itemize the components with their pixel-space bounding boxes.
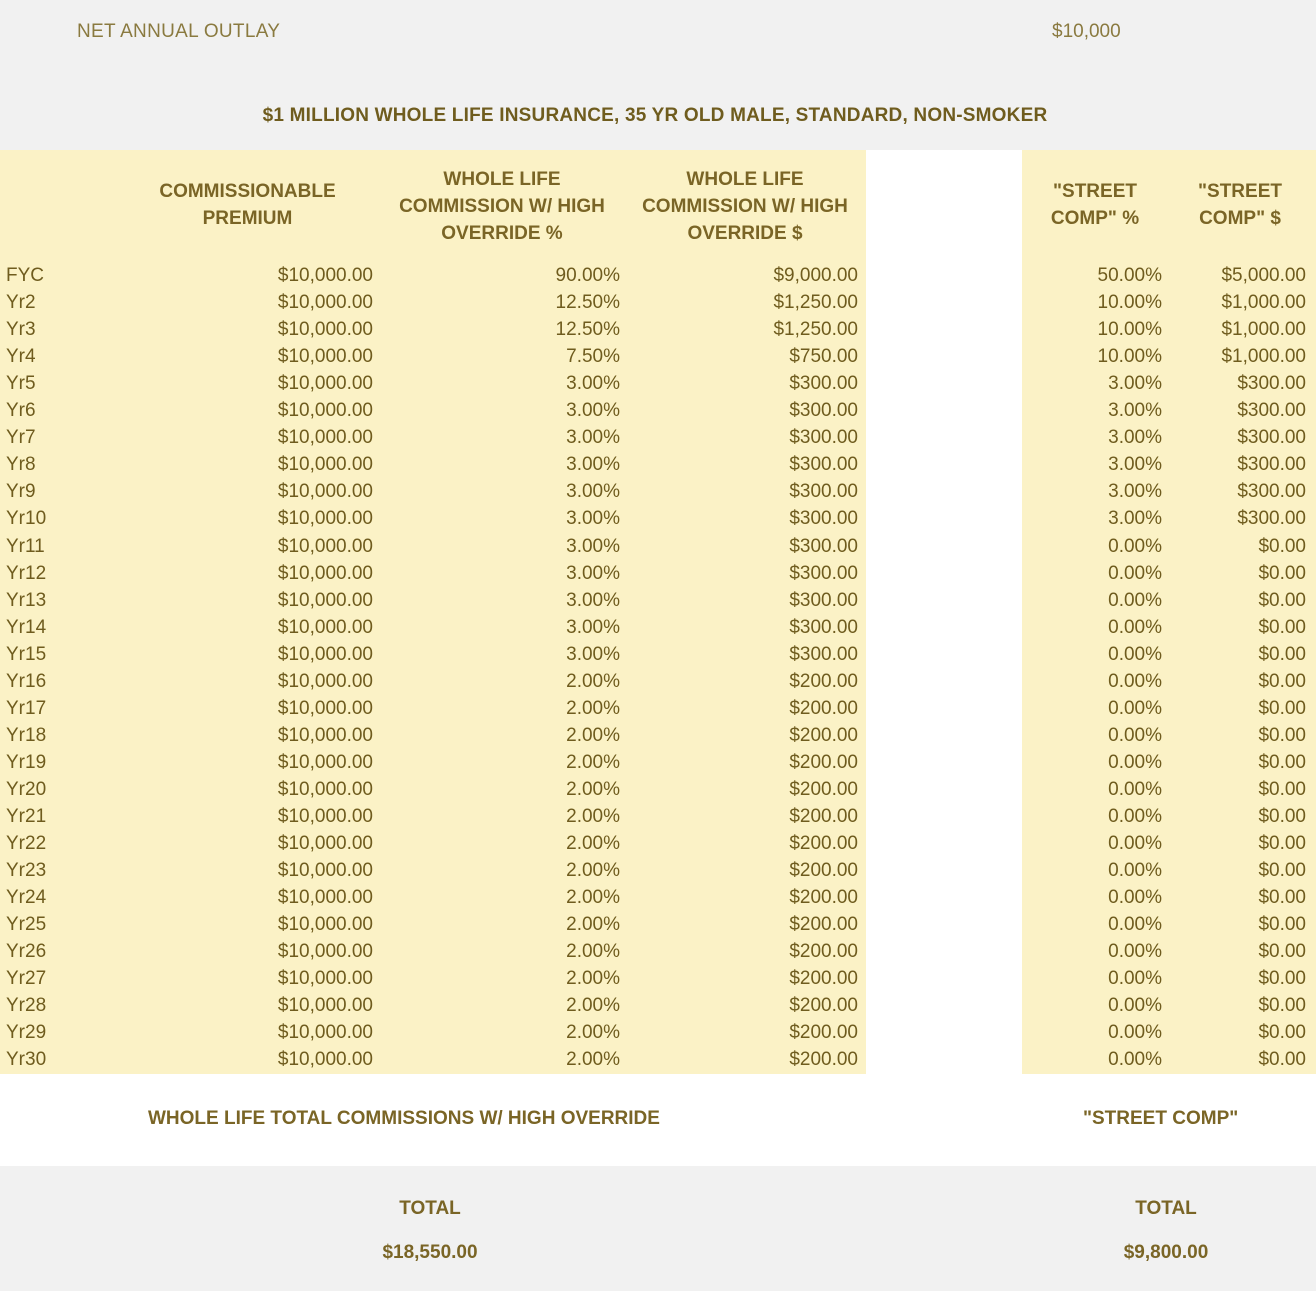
street-comp-amount-cell: $1,000.00	[1221, 292, 1306, 314]
street-comp-amount-cell: $0.00	[1258, 1049, 1306, 1071]
street-comp-pct-cell: 0.00%	[1108, 941, 1162, 963]
wl-commission-pct-cell: 3.00%	[566, 481, 620, 503]
whole-life-total-label: WHOLE LIFE TOTAL COMMISSIONS W/ HIGH OVERRIDE	[148, 1108, 660, 1129]
commissionable-premium-cell: $10,000.00	[277, 508, 373, 530]
street-comp-amount-cell: $0.00	[1258, 670, 1306, 692]
wl-commission-pct-cell: 3.00%	[566, 643, 620, 665]
street-comp-amount-cell: $1,000.00	[1221, 319, 1306, 341]
street-comp-pct-cell: 0.00%	[1108, 643, 1162, 665]
row-label: Yr18	[6, 724, 47, 746]
wl-commission-amount-cell: $300.00	[789, 643, 858, 665]
street-comp-pct-cell: 0.00%	[1108, 1022, 1162, 1044]
street-comp-amount-cell: $300.00	[1237, 373, 1306, 395]
row-label: Yr26	[6, 941, 47, 963]
wl-commission-amount-cell: $200.00	[789, 778, 858, 800]
wl-commission-amount-cell: $200.00	[789, 995, 858, 1017]
wl-commission-pct-cell: 2.00%	[566, 860, 620, 882]
wl-commission-pct-cell: 3.00%	[566, 562, 620, 584]
wl-commission-amount-cell: $200.00	[789, 751, 858, 773]
wl-commission-amount-cell: $200.00	[789, 887, 858, 909]
wl-commission-pct-cell: 2.00%	[566, 697, 620, 719]
row-label: Yr3	[6, 319, 36, 341]
street-comp-pct-cell: 0.00%	[1108, 914, 1162, 936]
commissionable-premium-cell: $10,000.00	[277, 265, 373, 286]
wl-commission-amount-cell: $300.00	[789, 454, 858, 476]
street-comp-amount-cell: $0.00	[1258, 535, 1306, 557]
wl-commission-pct-cell: 3.00%	[566, 400, 620, 422]
wl-commission-amount-cell: $300.00	[789, 427, 858, 449]
header-street-comp-pct	[1030, 178, 1160, 232]
row-label: Yr17	[6, 697, 47, 719]
street-comp-amount-cell: $0.00	[1258, 941, 1306, 963]
street-comp-pct-cell: 3.00%	[1108, 454, 1162, 476]
street-comp-pct-cell: 0.00%	[1108, 995, 1162, 1017]
header-line: "STREET	[1198, 181, 1282, 202]
commissionable-premium-cell: $10,000.00	[277, 887, 373, 909]
street-comp-amount-cell: $300.00	[1237, 427, 1306, 449]
row-label: Yr7	[6, 427, 36, 449]
street-comp-amount-cell: $0.00	[1258, 589, 1306, 611]
commissionable-premium-cell: $10,000.00	[277, 535, 373, 557]
commissionable-premium-cell: $10,000.00	[277, 643, 373, 665]
wl-commission-amount-cell: $300.00	[789, 400, 858, 422]
commissionable-premium-cell: $10,000.00	[277, 616, 373, 638]
wl-commission-pct-cell: 2.00%	[566, 1049, 620, 1071]
row-label: Yr21	[6, 806, 47, 827]
street-comp-pct-cell: 0.00%	[1108, 887, 1162, 909]
commissionable-premium-cell: $10,000.00	[277, 1049, 373, 1071]
wl-commission-amount-cell: $200.00	[789, 860, 858, 882]
wl-commission-pct-cell: 2.00%	[566, 941, 620, 963]
street-comp-pct-cell: 0.00%	[1108, 616, 1162, 638]
row-label: FYC	[6, 265, 44, 286]
wl-commission-amount-cell: $300.00	[789, 616, 858, 638]
street-comp-total-label: "STREET COMP"	[1083, 1108, 1239, 1129]
wl-commission-amount-cell: $300.00	[789, 535, 858, 557]
street-comp-amount-cell: $1,000.00	[1221, 346, 1306, 368]
row-label: Yr16	[6, 670, 47, 692]
commissionable-premium-cell: $10,000.00	[277, 751, 373, 773]
wl-commission-amount-cell: $300.00	[789, 373, 858, 395]
wl-commission-pct-cell: 2.00%	[566, 1022, 620, 1044]
wl-commission-amount-cell: $200.00	[789, 968, 858, 990]
street-comp-amount-cell: $0.00	[1258, 643, 1306, 665]
header-street-comp-amount	[1175, 178, 1305, 232]
commissionable-premium-cell: $10,000.00	[277, 346, 373, 368]
row-label: Yr9	[6, 481, 36, 503]
commissionable-premium-cell: $10,000.00	[277, 860, 373, 882]
wl-commission-amount-cell: $200.00	[789, 941, 858, 963]
row-label: Yr29	[6, 1022, 47, 1044]
street-comp-pct-cell: 0.00%	[1108, 968, 1162, 990]
wl-commission-amount-cell: $1,250.00	[773, 319, 858, 341]
street-comp-amount-cell: $0.00	[1258, 616, 1306, 638]
row-label: Yr8	[6, 454, 36, 476]
commissionable-premium-cell: $10,000.00	[277, 589, 373, 611]
wl-commission-pct-cell: 3.00%	[566, 616, 620, 638]
row-label: Yr24	[6, 887, 47, 909]
street-comp-pct-cell: 0.00%	[1108, 833, 1162, 855]
commissionable-premium-cell: $10,000.00	[277, 400, 373, 422]
commissionable-premium-cell: $10,000.00	[277, 1022, 373, 1044]
wl-commission-pct-cell: 2.00%	[566, 968, 620, 990]
commissionable-premium-cell: $10,000.00	[277, 454, 373, 476]
street-comp-pct-cell: 0.00%	[1108, 806, 1162, 827]
row-label: Yr23	[6, 860, 47, 882]
row-label: Yr19	[6, 751, 47, 773]
wl-commission-amount-cell: $200.00	[789, 1049, 858, 1071]
net-annual-outlay-label: NET ANNUAL OUTLAY	[77, 21, 281, 42]
street-comp-pct-cell: 0.00%	[1108, 697, 1162, 719]
wl-commission-pct-cell: 3.00%	[566, 508, 620, 530]
street-comp-pct-cell: 10.00%	[1097, 346, 1162, 368]
street-comp-pct-cell: 3.00%	[1108, 400, 1162, 422]
header-line: PREMIUM	[202, 208, 293, 229]
commissionable-premium-cell: $10,000.00	[277, 806, 373, 827]
wl-commission-amount-cell: $200.00	[789, 697, 858, 719]
street-comp-pct-cell: 0.00%	[1108, 670, 1162, 692]
commissionable-premium-cell: $10,000.00	[277, 427, 373, 449]
row-label: Yr25	[6, 914, 47, 936]
header-line: COMMISSION W/ HIGH	[642, 196, 848, 217]
street-comp-amount-cell: $0.00	[1258, 1022, 1306, 1044]
street-comp-amount-cell: $5,000.00	[1221, 265, 1306, 286]
wl-commission-pct-cell: 2.00%	[566, 751, 620, 773]
street-comp-pct-cell: 0.00%	[1108, 589, 1162, 611]
street-comp-pct-cell: 10.00%	[1097, 292, 1162, 314]
wl-commission-amount-cell: $300.00	[789, 508, 858, 530]
wl-commission-pct-cell: 12.50%	[555, 319, 620, 341]
row-label: Yr20	[6, 778, 47, 800]
street-comp-amount-cell: $0.00	[1258, 562, 1306, 584]
street-comp-pct-cell: 3.00%	[1108, 481, 1162, 503]
street-comp-amount-cell: $0.00	[1258, 697, 1306, 719]
wl-commission-amount-cell: $200.00	[789, 914, 858, 936]
commissionable-premium-cell: $10,000.00	[277, 778, 373, 800]
row-label: Yr11	[6, 535, 45, 557]
street-comp-amount-cell: $300.00	[1237, 400, 1306, 422]
commissionable-premium-cell: $10,000.00	[277, 941, 373, 963]
street-comp-pct-cell: 3.00%	[1108, 427, 1162, 449]
street-comp-amount-cell: $0.00	[1258, 751, 1306, 773]
header-line: COMMISSION W/ HIGH	[399, 196, 605, 217]
whole-life-total-value: $18,550.00	[382, 1242, 478, 1263]
wl-commission-amount-cell: $300.00	[789, 589, 858, 611]
row-label: Yr2	[6, 292, 36, 314]
wl-commission-pct-cell: 7.50%	[566, 346, 620, 368]
row-label: Yr13	[6, 589, 47, 611]
street-comp-pct-cell: 0.00%	[1108, 751, 1162, 773]
row-label: Yr15	[6, 643, 47, 665]
commissionable-premium-cell: $10,000.00	[277, 670, 373, 692]
row-label: Yr30	[6, 1049, 47, 1071]
commissionable-premium-cell: $10,000.00	[277, 914, 373, 936]
street-comp-total-value: $9,800.00	[1123, 1242, 1209, 1263]
commissionable-premium-cell: $10,000.00	[277, 319, 373, 341]
wl-commission-pct-cell: 3.00%	[566, 427, 620, 449]
commissionable-premium-cell: $10,000.00	[277, 995, 373, 1017]
header-line: WHOLE LIFE	[686, 169, 804, 190]
street-comp-pct-cell: 10.00%	[1097, 319, 1162, 341]
street-comp-amount-cell: $300.00	[1237, 481, 1306, 503]
wl-commission-pct-cell: 2.00%	[566, 806, 620, 827]
wl-commission-pct-cell: 3.00%	[566, 373, 620, 395]
wl-commission-pct-cell: 90.00%	[555, 265, 620, 286]
street-comp-pct-cell: 0.00%	[1108, 562, 1162, 584]
wl-commission-amount-cell: $200.00	[789, 724, 858, 746]
wl-commission-pct-cell: 12.50%	[555, 292, 620, 314]
street-comp-pct-cell: 50.00%	[1097, 265, 1162, 286]
street-comp-amount-cell: $0.00	[1258, 968, 1306, 990]
wl-commission-amount-cell: $200.00	[789, 1022, 858, 1044]
street-comp-pct-cell: 0.00%	[1108, 778, 1162, 800]
wl-commission-pct-cell: 3.00%	[566, 535, 620, 557]
wl-commission-pct-cell: 2.00%	[566, 778, 620, 800]
wl-commission-amount-cell: $200.00	[789, 833, 858, 855]
row-label: Yr5	[6, 373, 36, 395]
street-comp-pct-cell: 0.00%	[1108, 535, 1162, 557]
row-label: Yr12	[6, 562, 47, 584]
commissionable-premium-cell: $10,000.00	[277, 292, 373, 314]
commissionable-premium-cell: $10,000.00	[277, 968, 373, 990]
street-comp-amount-cell: $0.00	[1258, 887, 1306, 909]
wl-commission-pct-cell: 2.00%	[566, 833, 620, 855]
street-comp-pct-cell: 3.00%	[1108, 508, 1162, 530]
commissionable-premium-cell: $10,000.00	[277, 562, 373, 584]
header-wl-commission-amount	[625, 166, 865, 247]
street-comp-amount-cell: $300.00	[1237, 508, 1306, 530]
street-comp-pct-cell: 3.00%	[1108, 373, 1162, 395]
row-label: Yr10	[6, 508, 47, 530]
wl-commission-amount-cell: $1,250.00	[773, 292, 858, 314]
wl-commission-pct-cell: 2.00%	[566, 724, 620, 746]
row-label: Yr22	[6, 833, 47, 855]
commissionable-premium-cell: $10,000.00	[277, 481, 373, 503]
header-line: COMP" $	[1199, 208, 1281, 229]
street-comp-pct-cell: 0.00%	[1108, 1049, 1162, 1071]
wl-commission-amount-cell: $200.00	[789, 670, 858, 692]
header-line: OVERRIDE $	[687, 223, 803, 244]
totals-band	[0, 1166, 1316, 1291]
header-line: COMMISSIONABLE	[159, 181, 336, 202]
net-annual-outlay-value: $10,000	[1052, 21, 1121, 42]
row-label: Yr27	[6, 968, 47, 990]
commissionable-premium-cell: $10,000.00	[277, 697, 373, 719]
street-comp-amount-cell: $0.00	[1258, 778, 1306, 800]
header-line: OVERRIDE %	[441, 223, 563, 244]
wl-commission-pct-cell: 3.00%	[566, 589, 620, 611]
header-wl-commission-pct	[382, 166, 622, 247]
street-comp-amount-cell: $0.00	[1258, 860, 1306, 882]
commissionable-premium-cell: $10,000.00	[277, 373, 373, 395]
street-comp-amount-cell: $0.00	[1258, 833, 1306, 855]
street-comp-pct-cell: 0.00%	[1108, 860, 1162, 882]
wl-commission-amount-cell: $750.00	[789, 346, 858, 368]
row-label: Yr28	[6, 995, 47, 1017]
street-comp-amount-cell: $0.00	[1258, 724, 1306, 746]
header-commissionable-premium	[140, 178, 355, 232]
policy-title: $1 MILLION WHOLE LIFE INSURANCE, 35 YR OLD MALE, STANDARD, NON-SMOKER	[262, 105, 1048, 126]
row-label: Yr6	[6, 400, 36, 422]
street-comp-amount-cell: $300.00	[1237, 454, 1306, 476]
header-line: "STREET	[1053, 181, 1137, 202]
wl-commission-pct-cell: 2.00%	[566, 914, 620, 936]
wl-commission-pct-cell: 2.00%	[566, 995, 620, 1017]
street-comp-amount-cell: $0.00	[1258, 914, 1306, 936]
wl-commission-pct-cell: 3.00%	[566, 454, 620, 476]
row-label: Yr14	[6, 616, 47, 638]
whole-life-total-heading: TOTAL	[399, 1198, 461, 1219]
street-comp-pct-cell: 0.00%	[1108, 724, 1162, 746]
wl-commission-amount-cell: $300.00	[789, 562, 858, 584]
header-line: COMP" %	[1050, 208, 1140, 229]
header-line: WHOLE LIFE	[443, 169, 561, 190]
wl-commission-amount-cell: $9,000.00	[773, 265, 858, 286]
street-comp-amount-cell: $0.00	[1258, 995, 1306, 1017]
wl-commission-amount-cell: $300.00	[789, 481, 858, 503]
wl-commission-pct-cell: 2.00%	[566, 887, 620, 909]
wl-commission-pct-cell: 2.00%	[566, 670, 620, 692]
street-comp-total-heading: TOTAL	[1135, 1198, 1197, 1219]
wl-commission-amount-cell: $200.00	[789, 806, 858, 827]
commissionable-premium-cell: $10,000.00	[277, 833, 373, 855]
street-comp-amount-cell: $0.00	[1258, 806, 1306, 827]
commissionable-premium-cell: $10,000.00	[277, 724, 373, 746]
row-label: Yr4	[6, 346, 36, 368]
